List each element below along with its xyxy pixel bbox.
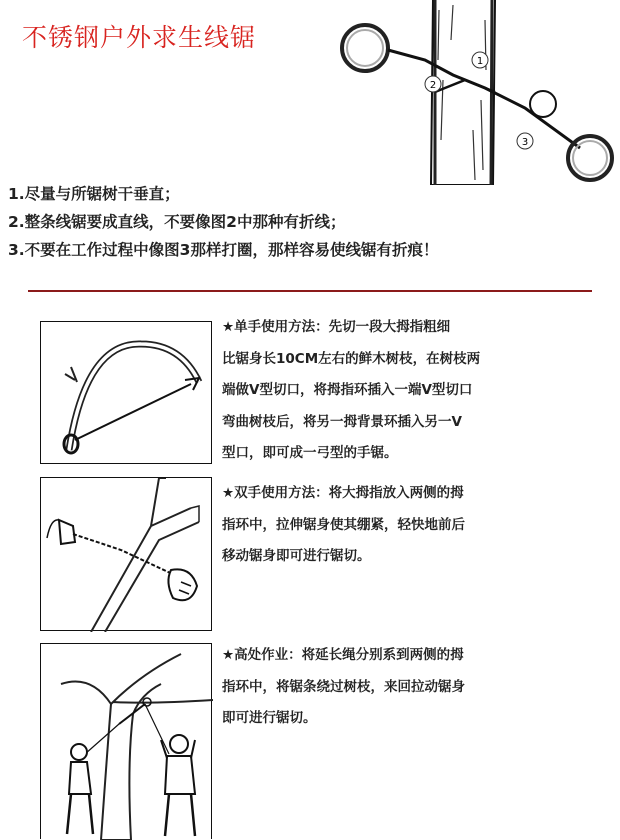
description-line: 型口，即可成一弓型的手锯。 — [222, 445, 398, 461]
description-line: ★高处作业：将延长绳分别系到两侧的拇 — [222, 647, 464, 663]
description-line: 指环中，拉伸锯身使其绷紧，轻快地前后 — [222, 516, 465, 533]
svg-text:2: 2 — [429, 80, 437, 91]
rule-item: 2.整条线锯要成直线，不要像图2中那种有折线； — [8, 213, 346, 231]
one-hand-description — [222, 312, 552, 470]
marker-3 — [517, 133, 533, 149]
marker-1 — [472, 52, 488, 68]
two-hand-description — [222, 478, 552, 573]
svg-text:3: 3 — [521, 137, 529, 148]
high-work-description — [222, 640, 552, 735]
high-work-illustration — [40, 643, 212, 839]
description-line: 端做V型切口，将拇指环插入一端V型切口 — [222, 382, 473, 398]
description-line: 即可进行锯切。 — [222, 710, 317, 726]
description-line: 弯曲树枝后，将另一拇背景环插入另一V — [222, 413, 462, 430]
two-hand-illustration — [40, 477, 212, 631]
usage-rules — [8, 180, 613, 264]
rule-item: 1.尽量与所锯树干垂直； — [8, 185, 180, 203]
marker-2 — [425, 76, 441, 92]
description-line: ★单手使用方法：先切一段大拇指粗细 — [222, 319, 451, 335]
page-title: 不锈钢户外求生线锯 — [22, 23, 257, 52]
svg-text:1: 1 — [476, 56, 484, 67]
rule-item: 3.不要在工作过程中像图3那样打圈，那样容易使线锯有折痕！ — [8, 241, 439, 259]
one-hand-illustration — [40, 321, 212, 464]
description-line: 移动锯身即可进行锯切。 — [222, 548, 371, 564]
description-line: 指环中，将锯条绕过树枝，来回拉动锯身 — [222, 678, 465, 695]
tree-trunk-saw-diagram — [335, 0, 620, 185]
description-line: ★双手使用方法：将大拇指放入两侧的拇 — [222, 485, 464, 501]
description-line: 比锯身长10CM左右的鲜木树枝，在树枝两 — [222, 350, 481, 367]
section-divider — [28, 290, 592, 292]
